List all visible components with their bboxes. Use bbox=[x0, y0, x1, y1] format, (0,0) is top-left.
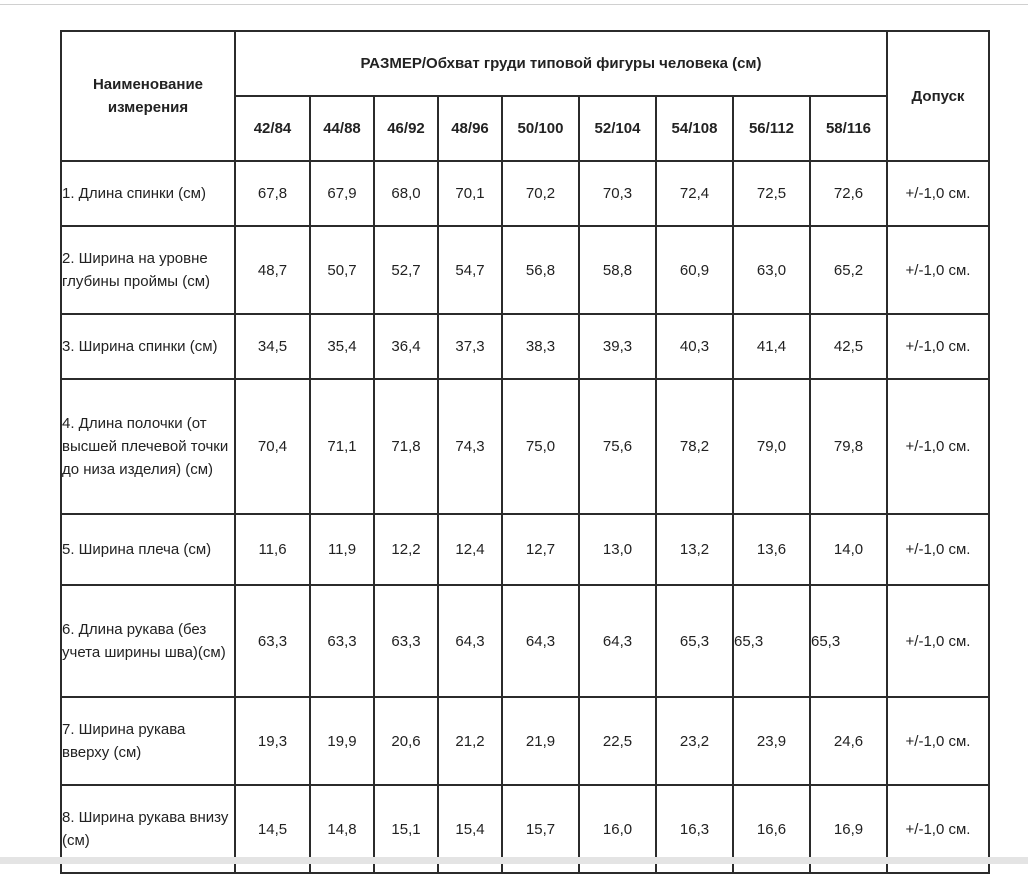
table-cell: 14,5 bbox=[235, 785, 310, 873]
tolerance-cell: +/-1,0 см. bbox=[887, 226, 989, 314]
table-cell: 14,8 bbox=[310, 785, 374, 873]
table-cell: 36,4 bbox=[374, 314, 438, 379]
table-row bbox=[61, 514, 989, 585]
tolerance-cell: +/-1,0 см. bbox=[887, 697, 989, 785]
table-cell: 16,0 bbox=[579, 785, 656, 873]
table-cell: 63,3 bbox=[374, 585, 438, 697]
table-cell: 13,0 bbox=[579, 514, 656, 585]
table-cell: 34,5 bbox=[235, 314, 310, 379]
table-cell: 72,5 bbox=[733, 161, 810, 226]
table-cell: 12,2 bbox=[374, 514, 438, 585]
tolerance-cell: +/-1,0 см. bbox=[887, 514, 989, 585]
table-row bbox=[61, 379, 989, 514]
table-row bbox=[61, 314, 989, 379]
size-measurement-table bbox=[60, 30, 990, 874]
table-row bbox=[61, 697, 989, 785]
table-cell: 16,6 bbox=[733, 785, 810, 873]
table-cell: 23,2 bbox=[656, 697, 733, 785]
table-cell: 15,7 bbox=[502, 785, 579, 873]
measurement-name: 4. Длина полочки (от высшей плечевой точки до низа изделия) (см) bbox=[61, 379, 235, 514]
table-cell: 40,3 bbox=[656, 314, 733, 379]
table-cell: 70,2 bbox=[502, 161, 579, 226]
table-cell: 48,7 bbox=[235, 226, 310, 314]
table-cell: 12,7 bbox=[502, 514, 579, 585]
table-cell: 70,4 bbox=[235, 379, 310, 514]
table-cell: 52,7 bbox=[374, 226, 438, 314]
header-size-group: РАЗМЕР/Обхват груди типовой фигуры человека (см) bbox=[235, 31, 887, 96]
table-cell: 71,8 bbox=[374, 379, 438, 514]
header-size: 54/108 bbox=[656, 96, 733, 161]
table-row bbox=[61, 226, 989, 314]
table-cell: 71,1 bbox=[310, 379, 374, 514]
table-cell: 65,3 bbox=[733, 585, 810, 697]
table-cell: 60,9 bbox=[656, 226, 733, 314]
table-cell: 63,3 bbox=[235, 585, 310, 697]
table-cell: 74,3 bbox=[438, 379, 502, 514]
horizontal-scrollbar[interactable] bbox=[0, 857, 1028, 864]
measurement-name: 1. Длина спинки (см) bbox=[61, 161, 235, 226]
table-cell: 20,6 bbox=[374, 697, 438, 785]
table-cell: 16,9 bbox=[810, 785, 887, 873]
tolerance-cell: +/-1,0 см. bbox=[887, 785, 989, 873]
table-cell: 38,3 bbox=[502, 314, 579, 379]
table-cell: 11,6 bbox=[235, 514, 310, 585]
table-cell: 42,5 bbox=[810, 314, 887, 379]
table-cell: 58,8 bbox=[579, 226, 656, 314]
table-cell: 19,9 bbox=[310, 697, 374, 785]
table-cell: 75,0 bbox=[502, 379, 579, 514]
table-cell: 50,7 bbox=[310, 226, 374, 314]
table-cell: 24,6 bbox=[810, 697, 887, 785]
header-size: 42/84 bbox=[235, 96, 310, 161]
table-cell: 64,3 bbox=[438, 585, 502, 697]
table-cell: 70,1 bbox=[438, 161, 502, 226]
table-cell: 68,0 bbox=[374, 161, 438, 226]
measurement-name: 6. Длина рукава (без учета ширины шва)(см) bbox=[61, 585, 235, 697]
table-cell: 70,3 bbox=[579, 161, 656, 226]
table-cell: 13,6 bbox=[733, 514, 810, 585]
table-cell: 64,3 bbox=[502, 585, 579, 697]
table-cell: 15,1 bbox=[374, 785, 438, 873]
table-cell: 16,3 bbox=[656, 785, 733, 873]
table-cell: 37,3 bbox=[438, 314, 502, 379]
table-cell: 63,3 bbox=[310, 585, 374, 697]
measurement-name: 2. Ширина на уровне глубины проймы (см) bbox=[61, 226, 235, 314]
table-cell: 78,2 bbox=[656, 379, 733, 514]
table-cell: 22,5 bbox=[579, 697, 656, 785]
tolerance-cell: +/-1,0 см. bbox=[887, 161, 989, 226]
header-tolerance: Допуск bbox=[887, 31, 989, 161]
header-size: 52/104 bbox=[579, 96, 656, 161]
table-cell: 75,6 bbox=[579, 379, 656, 514]
measurement-name: 8. Ширина рукава внизу (см) bbox=[61, 785, 235, 873]
table-cell: 23,9 bbox=[733, 697, 810, 785]
table-cell: 21,2 bbox=[438, 697, 502, 785]
table-row bbox=[61, 585, 989, 697]
table-cell: 67,8 bbox=[235, 161, 310, 226]
table-cell: 72,6 bbox=[810, 161, 887, 226]
table-cell: 21,9 bbox=[502, 697, 579, 785]
measurement-name: 5. Ширина плеча (см) bbox=[61, 514, 235, 585]
table-cell: 63,0 bbox=[733, 226, 810, 314]
tolerance-cell: +/-1,0 см. bbox=[887, 379, 989, 514]
header-size: 50/100 bbox=[502, 96, 579, 161]
table-cell: 64,3 bbox=[579, 585, 656, 697]
tolerance-cell: +/-1,0 см. bbox=[887, 585, 989, 697]
header-size: 44/88 bbox=[310, 96, 374, 161]
table-cell: 67,9 bbox=[310, 161, 374, 226]
table-cell: 65,3 bbox=[810, 585, 887, 697]
table-cell: 41,4 bbox=[733, 314, 810, 379]
table-cell: 15,4 bbox=[438, 785, 502, 873]
table-cell: 65,3 bbox=[656, 585, 733, 697]
measurement-name: 3. Ширина спинки (см) bbox=[61, 314, 235, 379]
table-cell: 56,8 bbox=[502, 226, 579, 314]
table-cell: 14,0 bbox=[810, 514, 887, 585]
table-cell: 79,0 bbox=[733, 379, 810, 514]
table-cell: 39,3 bbox=[579, 314, 656, 379]
table-cell: 12,4 bbox=[438, 514, 502, 585]
table-row bbox=[61, 161, 989, 226]
header-size: 48/96 bbox=[438, 96, 502, 161]
header-size: 46/92 bbox=[374, 96, 438, 161]
top-border-line bbox=[0, 4, 1028, 5]
table-cell: 11,9 bbox=[310, 514, 374, 585]
table-cell: 72,4 bbox=[656, 161, 733, 226]
header-measurement-name: Наименование измерения bbox=[61, 31, 235, 161]
table-cell: 65,2 bbox=[810, 226, 887, 314]
table-cell: 13,2 bbox=[656, 514, 733, 585]
table-cell: 79,8 bbox=[810, 379, 887, 514]
table-cell: 54,7 bbox=[438, 226, 502, 314]
header-size: 58/116 bbox=[810, 96, 887, 161]
table-cell: 35,4 bbox=[310, 314, 374, 379]
tolerance-cell: +/-1,0 см. bbox=[887, 314, 989, 379]
measurement-name: 7. Ширина рукава вверху (см) bbox=[61, 697, 235, 785]
header-size: 56/112 bbox=[733, 96, 810, 161]
table-cell: 19,3 bbox=[235, 697, 310, 785]
